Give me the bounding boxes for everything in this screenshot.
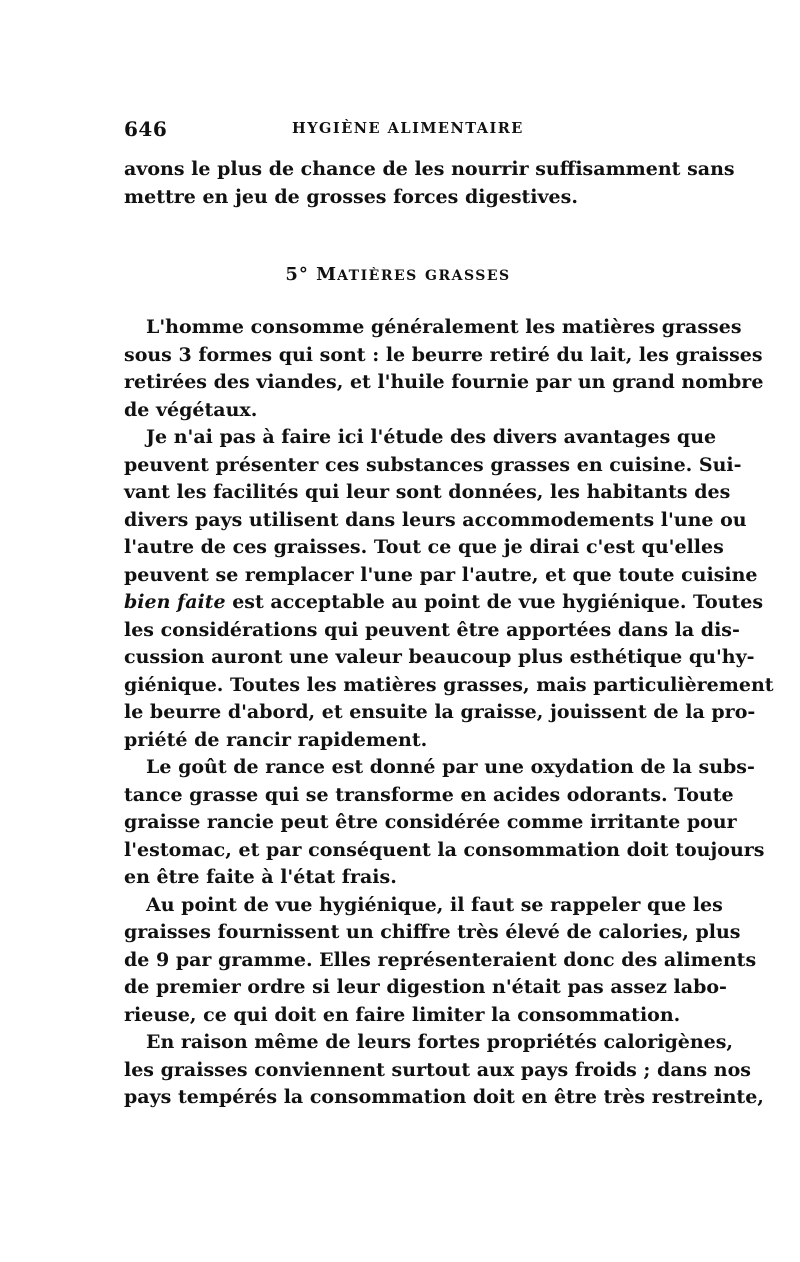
- text-line: cussion auront une valeur beaucoup plus esthétique qu'hy-: [124, 646, 755, 668]
- text-line: avons le plus de chance de les nourrir suffisamment sans: [124, 158, 735, 180]
- text-line: sous 3 formes qui sont : le beurre retiré du lait, les graisses: [124, 343, 763, 366]
- body-text: [124, 314, 774, 1112]
- text-line: de 9 par gramme. Elles représenteraient donc des aliments: [124, 948, 757, 971]
- page-header: [124, 117, 672, 141]
- text-line: Le goût de rance est donné par une oxydation de la subs-: [146, 756, 755, 778]
- text-line: graisses fournissent un chiffre très élevé de calories, plus: [124, 921, 741, 943]
- intro-text: [124, 156, 735, 211]
- text-line: l'autre de ces graisses. Tout ce que je dirai c'est qu'elles: [124, 536, 724, 558]
- section-number: 5°: [285, 264, 309, 285]
- text-line: L'homme consomme généralement les matières grasses: [146, 316, 742, 338]
- text-line: En raison même de leurs fortes propriétés calorigènes,: [146, 1031, 734, 1053]
- text-line: divers pays utilisent dans leurs accommodements l'une ou: [124, 508, 747, 531]
- text-line: de végétaux.: [124, 398, 258, 421]
- page-number: 646: [124, 117, 168, 141]
- text-line: retirées des viandes, et l'huile fournie par un grand nombre: [124, 371, 764, 393]
- text-fragment: est acceptable au point de vue hygiénique. Toutes: [225, 591, 764, 613]
- text-line: graisse rancie peut être considérée comme irritante pour: [124, 811, 737, 833]
- italic-text: bien faite: [124, 591, 226, 613]
- text-line: priété de rancir rapidement.: [124, 728, 428, 751]
- text-line: vant les facilités qui leur sont données, les habitants des: [124, 481, 731, 503]
- text-line: les considérations qui peuvent être apportées dans la dis-: [124, 618, 740, 641]
- text-line: Au point de vue hygiénique, il faut se rappeler que les: [146, 893, 723, 916]
- section-title-cap: M: [316, 264, 338, 285]
- text-line: tance grasse qui se transforme en acides odorants. Toute: [124, 783, 734, 806]
- text-line: giénique. Toutes les matières grasses, mais particulièrement: [124, 673, 774, 696]
- text-line: peuvent se remplacer l'une par l'autre, et que toute cuisine: [124, 563, 758, 586]
- text-line: Je n'ai pas à faire ici l'étude des divers avantages que: [146, 426, 717, 448]
- section-title-word2: GRASSES: [425, 268, 511, 284]
- text-line: les graisses conviennent surtout aux pays froids ; dans nos: [124, 1058, 751, 1081]
- text-line: mettre en jeu de grosses forces digestives.: [124, 185, 578, 208]
- text-line: pays tempérés la consommation doit en être très restreinte,: [124, 1086, 764, 1108]
- text-line: le beurre d'abord, et ensuite la graisse, jouissent de la pro-: [124, 701, 756, 723]
- running-head: HYGIÈNE ALIMENTAIRE: [292, 120, 524, 137]
- text-line: de premier ordre si leur digestion n'était pas assez labo-: [124, 976, 727, 998]
- text-line: l'estomac, et par conséquent la consommation doit toujours: [124, 838, 765, 861]
- text-line: peuvent présenter ces substances grasses en cuisine. Sui-: [124, 453, 742, 476]
- section-title: [124, 264, 672, 285]
- text-line: rieuse, ce qui doit en faire limiter la consommation.: [124, 1003, 681, 1026]
- text-line: en être faite à l'état frais.: [124, 866, 397, 888]
- text-line: [124, 589, 764, 617]
- section-title-rest: ATIÈRES: [337, 268, 418, 284]
